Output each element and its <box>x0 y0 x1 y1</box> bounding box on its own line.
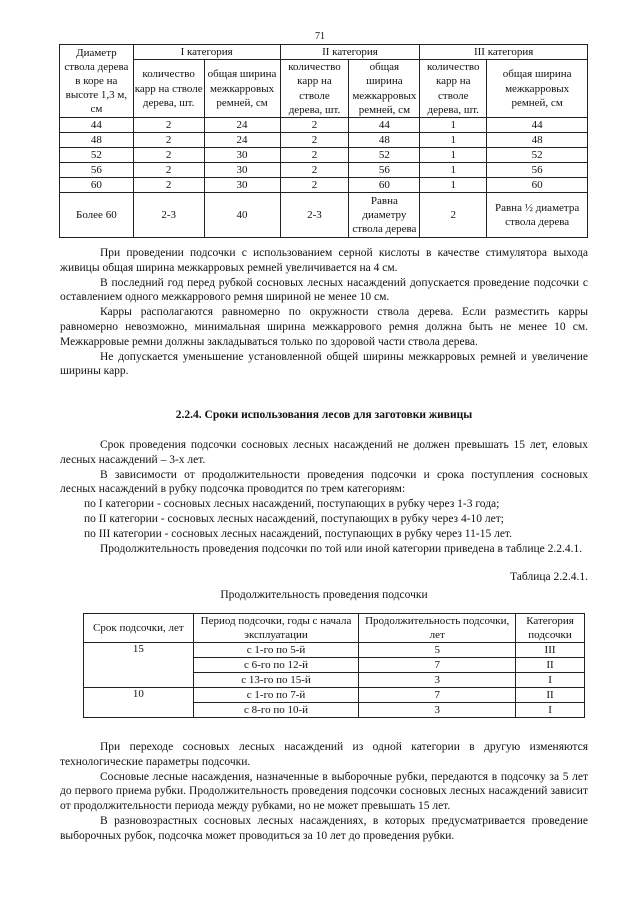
table-cell: 56 <box>487 163 588 178</box>
table-cell: 44 <box>349 118 420 133</box>
table-cell: Более 60 <box>60 193 134 238</box>
category-3-header: III категория <box>420 45 588 60</box>
table-cell: 30 <box>204 178 280 193</box>
table-header-row <box>60 45 588 60</box>
table-row <box>60 148 588 163</box>
table-cell: 52 <box>349 148 420 163</box>
table-cell: 1 <box>420 163 487 178</box>
table-caption: Продолжительность проведения подсочки <box>220 589 428 601</box>
table-row <box>60 193 588 238</box>
tapping-duration-table <box>83 613 585 718</box>
term-header: Срок подсочки, лет <box>84 614 194 643</box>
term-cell: 10 <box>84 688 194 718</box>
table-cell: с 1-го по 7-й <box>193 688 359 703</box>
body-text-block-c <box>60 740 588 844</box>
list-item: по I категории - сосновых лесных насаждений, поступающих в рубку через 1-3 года; <box>84 498 500 511</box>
table-cell: Равна ½ диаметра ствола дерева <box>487 193 588 238</box>
table-cell: 2 <box>133 178 204 193</box>
table-cell: 52 <box>487 148 588 163</box>
list-item: по II категории - сосновых лесных насаждений, поступающих в рубку через 4-10 лет; <box>84 512 504 525</box>
table-cell: 60 <box>487 178 588 193</box>
list-item: по III категории - сосновых лесных насаждений, поступающих в рубку через 11-15 лет. <box>84 527 512 540</box>
table-cell: 5 <box>359 643 516 658</box>
table-cell: 2 <box>133 133 204 148</box>
table-cell: 3 <box>359 703 516 718</box>
table-cell: 7 <box>359 658 516 673</box>
table-cell: 60 <box>60 178 134 193</box>
table-cell: 1 <box>420 148 487 163</box>
table-cell: 44 <box>487 118 588 133</box>
table-row <box>60 133 588 148</box>
table-cell: II <box>516 688 585 703</box>
count-header: количество карр на стволе дерева, шт. <box>133 60 204 118</box>
table-subheader-row <box>60 60 588 118</box>
paragraph: В зависимости от продолжительности проведения подсочки и срока поступления сосновых лесных насаждений в рубку подсочка проводится по трем категориям: <box>60 468 588 496</box>
table-row <box>60 163 588 178</box>
table-cell: 2-3 <box>280 193 349 238</box>
table-cell: 1 <box>420 118 487 133</box>
table-cell: 2-3 <box>133 193 204 238</box>
page-number: 71 <box>315 31 325 42</box>
paragraph: Карры располагаются равномерно по окружности ствола дерева. Если разместить карры равномерно невозможно, минимальная ширина межкаррового ремня должна быть не менее 10 см. Межкарровые ремни должны закладываться только по здоровой части ствола дерева. <box>60 306 588 348</box>
table-cell: 2 <box>133 148 204 163</box>
table-label: Таблица 2.2.4.1. <box>510 571 588 583</box>
paragraph: При проведении подсочки с использованием серной кислоты в качестве стимулятора выхода живицы общая ширина межкарровых ремней увеличивается на 4 см. <box>60 247 588 274</box>
paragraph: Не допускается уменьшение установленной общей ширины межкарровых ремней и увеличение ширины карр. <box>60 350 588 378</box>
table-cell: с 1-го по 5-й <box>193 643 359 658</box>
table-cell: 52 <box>60 148 134 163</box>
width-header: общая ширина межкарровых ремней, см <box>349 60 420 118</box>
body-text-block-b <box>60 438 588 556</box>
table-cell: 24 <box>204 118 280 133</box>
table-cell: 30 <box>204 148 280 163</box>
table-row <box>84 688 585 703</box>
category-2-header: II категория <box>280 45 420 60</box>
table-cell: 2 <box>280 118 349 133</box>
table-header-row <box>84 614 585 643</box>
table-cell: с 13-го по 15-й <box>193 673 359 688</box>
paragraph: В разновозрастных сосновых лесных насаждениях, в которых предусматривается проведение выборочных рубок, подсочка может проводиться за 10 лет до проведения рубки. <box>60 814 588 842</box>
category-header: Категория подсочки <box>516 614 585 643</box>
table-cell: 48 <box>60 133 134 148</box>
paragraph: При переходе сосновых лесных насаждений из одной категории в другую изменяются технологические параметры подсочки. <box>60 741 588 768</box>
table-cell: 60 <box>349 178 420 193</box>
table-cell: 1 <box>420 133 487 148</box>
paragraph: В последний год перед рубкой сосновых лесных насаждений допускается проведение подсочки с оставлением одного межкаррового ремня шириной не менее 10 см. <box>60 276 588 304</box>
table-cell: 56 <box>60 163 134 178</box>
table-cell: 30 <box>204 163 280 178</box>
table-cell: 48 <box>487 133 588 148</box>
period-header: Период подсочки, годы с начала эксплуатации <box>193 614 359 643</box>
table-cell: 56 <box>349 163 420 178</box>
table-cell: 44 <box>60 118 134 133</box>
count-header: количество карр на стволе дерева, шт. <box>280 60 349 118</box>
paragraph: Сосновые лесные насаждения, назначенные в выборочные рубки, передаются в подсочку за 5 лет до первого приема рубки. Продолжительность проведения подсочки сосновых лесных насаждений зависит от продолжительности периода между рубками, но не может превышать 15 лет. <box>60 770 588 813</box>
table-cell: 2 <box>420 193 487 238</box>
width-header: общая ширина межкарровых ремней, см <box>204 60 280 118</box>
table-cell: III <box>516 643 585 658</box>
table-cell: 2 <box>280 148 349 163</box>
table-cell: 7 <box>359 688 516 703</box>
category-1-header: I категория <box>133 45 280 60</box>
table-cell: 40 <box>204 193 280 238</box>
table-cell: Равна диаметру ствола дерева <box>349 193 420 238</box>
table-cell: 2 <box>280 178 349 193</box>
table-cell: 2 <box>133 118 204 133</box>
table-row <box>84 643 585 658</box>
table-cell: 24 <box>204 133 280 148</box>
table-row <box>60 118 588 133</box>
table-cell: 1 <box>420 178 487 193</box>
count-header: количество карр на стволе дерева, шт. <box>420 60 487 118</box>
table-cell: II <box>516 658 585 673</box>
paragraph: Срок проведения подсочки сосновых лесных насаждений не должен превышать 15 лет, еловых лесных насаждений – 3-х лет. <box>60 439 588 466</box>
tapping-norms-table <box>59 44 588 238</box>
table-cell: с 6-го по 12-й <box>193 658 359 673</box>
table-cell: 2 <box>280 163 349 178</box>
paragraph: Продолжительность проведения подсочки по той или иной категории приведена в таблице 2.2.4.1. <box>100 542 583 555</box>
body-text-block-a <box>60 246 588 379</box>
table-cell: 2 <box>133 163 204 178</box>
duration-header: Продолжительность подсочки, лет <box>359 614 516 643</box>
section-heading: 2.2.4. Сроки использования лесов для заготовки живицы <box>175 409 473 421</box>
table-cell: 2 <box>280 133 349 148</box>
table-cell: 48 <box>349 133 420 148</box>
table-cell: 3 <box>359 673 516 688</box>
table-cell: I <box>516 673 585 688</box>
table-cell: I <box>516 703 585 718</box>
term-cell: 15 <box>84 643 194 688</box>
table-cell: с 8-го по 10-й <box>193 703 359 718</box>
width-header: общая ширина межкарровых ремней, см <box>487 60 588 118</box>
diameter-header: Диаметр ствола дерева в коре на высоте 1,3 м, см <box>60 45 134 118</box>
table-row <box>60 178 588 193</box>
